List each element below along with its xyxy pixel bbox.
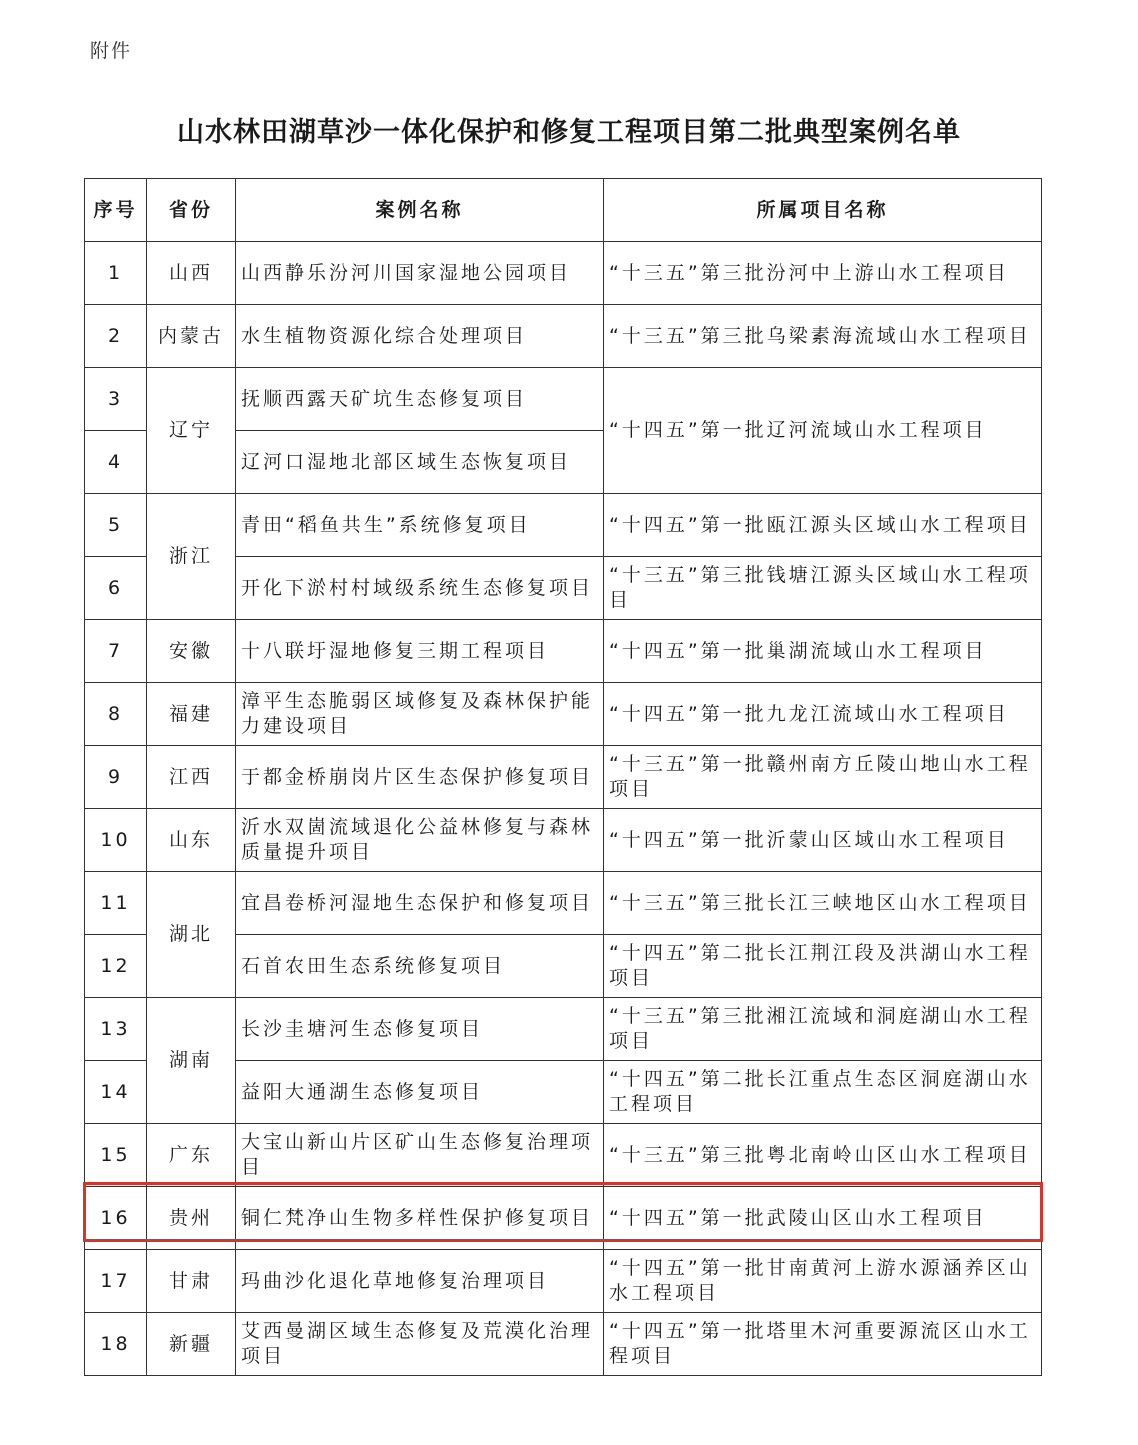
row-case-name: 玛曲沙化退化草地修复治理项目 (236, 1250, 604, 1313)
table-row (85, 368, 1042, 431)
table-row (85, 683, 1042, 746)
row-case-name: 艾西曼湖区域生态修复及荒漠化治理项目 (236, 1313, 604, 1376)
row-project-name: “十四五”第一批武陵山区山水工程项目 (604, 1187, 1042, 1250)
row-seq: 6 (85, 557, 147, 620)
row-province: 山东 (147, 809, 236, 872)
row-seq: 10 (85, 809, 147, 872)
document-title: 山水林田湖草沙一体化保护和修复工程项目第二批典型案例名单 (177, 117, 961, 148)
row-province: 湖北 (147, 872, 236, 998)
row-case-name: 辽河口湿地北部区域生态恢复项目 (236, 431, 604, 494)
table-row-highlighted (85, 1187, 1042, 1250)
row-province: 福建 (147, 683, 236, 746)
row-case-name: 开化下淤村村域级系统生态修复项目 (236, 557, 604, 620)
row-seq: 17 (85, 1250, 147, 1313)
row-province: 广东 (147, 1124, 236, 1187)
row-case-name: 石首农田生态系统修复项目 (236, 935, 604, 998)
row-seq: 16 (85, 1187, 147, 1250)
row-case-name: 铜仁梵净山生物多样性保护修复项目 (236, 1187, 604, 1250)
row-seq: 13 (85, 998, 147, 1061)
row-case-name: 沂水双崮流域退化公益林修复与森林质量提升项目 (236, 809, 604, 872)
row-case-name: 山西静乐汾河川国家湿地公园项目 (236, 242, 604, 305)
row-project-name: “十四五”第一批塔里木河重要源流区山水工程项目 (604, 1313, 1042, 1376)
table-row (85, 872, 1042, 935)
header-project-name: 所属项目名称 (604, 179, 1042, 242)
row-project-name: “十四五”第一批九龙江流域山水工程项目 (604, 683, 1042, 746)
table-row (85, 998, 1042, 1061)
attachment-label: 附件 (90, 40, 133, 62)
row-case-name: 青田“稻鱼共生”系统修复项目 (236, 494, 604, 557)
row-province: 新疆 (147, 1313, 236, 1376)
row-province: 内蒙古 (147, 305, 236, 368)
row-project-name: “十三五”第一批赣州南方丘陵山地山水工程项目 (604, 746, 1042, 809)
row-project-name: “十三五”第三批粤北南岭山区山水工程项目 (604, 1124, 1042, 1187)
row-seq: 4 (85, 431, 147, 494)
row-province: 浙江 (147, 494, 236, 620)
row-seq: 14 (85, 1061, 147, 1124)
row-province: 湖南 (147, 998, 236, 1124)
header-province: 省份 (147, 179, 236, 242)
row-project-name: “十三五”第三批长江三峡地区山水工程项目 (604, 872, 1042, 935)
row-seq: 9 (85, 746, 147, 809)
row-seq: 3 (85, 368, 147, 431)
table-row (85, 1124, 1042, 1187)
table-row (85, 242, 1042, 305)
row-project-name: “十四五”第二批长江荆江段及洪湖山水工程项目 (604, 935, 1042, 998)
row-case-name: 十八联圩湿地修复三期工程项目 (236, 620, 604, 683)
row-project-name: “十三五”第三批乌梁素海流域山水工程项目 (604, 305, 1042, 368)
table-row (85, 1250, 1042, 1313)
case-list-table (84, 178, 1042, 1376)
row-seq: 15 (85, 1124, 147, 1187)
row-province: 辽宁 (147, 368, 236, 494)
row-seq: 7 (85, 620, 147, 683)
row-province: 安徽 (147, 620, 236, 683)
row-seq: 12 (85, 935, 147, 998)
row-case-name: 宜昌卷桥河湿地生态保护和修复项目 (236, 872, 604, 935)
row-case-name: 水生植物资源化综合处理项目 (236, 305, 604, 368)
row-project-name: “十四五”第二批长江重点生态区洞庭湖山水工程项目 (604, 1061, 1042, 1124)
row-project-name: “十三五”第三批钱塘江源头区域山水工程项目 (604, 557, 1042, 620)
row-case-name: 益阳大通湖生态修复项目 (236, 1061, 604, 1124)
table-row (85, 305, 1042, 368)
row-project-name: “十四五”第一批瓯江源头区域山水工程项目 (604, 494, 1042, 557)
table-row (85, 809, 1042, 872)
row-project-name: “十四五”第一批沂蒙山区域山水工程项目 (604, 809, 1042, 872)
row-case-name: 大宝山新山片区矿山生态修复治理项目 (236, 1124, 604, 1187)
row-project-name: “十四五”第一批甘南黄河上游水源涵养区山水工程项目 (604, 1250, 1042, 1313)
row-project-name: “十三五”第三批湘江流域和洞庭湖山水工程项目 (604, 998, 1042, 1061)
row-province: 贵州 (147, 1187, 236, 1250)
row-province: 江西 (147, 746, 236, 809)
table-row (85, 620, 1042, 683)
header-seq: 序号 (85, 179, 147, 242)
table-row (85, 494, 1042, 557)
row-case-name: 长沙圭塘河生态修复项目 (236, 998, 604, 1061)
header-case-name: 案例名称 (236, 179, 604, 242)
row-seq: 5 (85, 494, 147, 557)
row-project-name: “十三五”第三批汾河中上游山水工程项目 (604, 242, 1042, 305)
row-seq: 2 (85, 305, 147, 368)
table-row (85, 1313, 1042, 1376)
row-project-name: “十四五”第一批巢湖流域山水工程项目 (604, 620, 1042, 683)
row-province: 山西 (147, 242, 236, 305)
row-seq: 1 (85, 242, 147, 305)
row-seq: 8 (85, 683, 147, 746)
row-case-name: 于都金桥崩岗片区生态保护修复项目 (236, 746, 604, 809)
row-province: 甘肃 (147, 1250, 236, 1313)
row-case-name: 抚顺西露天矿坑生态修复项目 (236, 368, 604, 431)
row-project-name: “十四五”第一批辽河流域山水工程项目 (604, 368, 1042, 494)
table-header-row (85, 179, 1042, 242)
table-row (85, 746, 1042, 809)
row-case-name: 漳平生态脆弱区域修复及森林保护能力建设项目 (236, 683, 604, 746)
row-seq: 18 (85, 1313, 147, 1376)
row-seq: 11 (85, 872, 147, 935)
